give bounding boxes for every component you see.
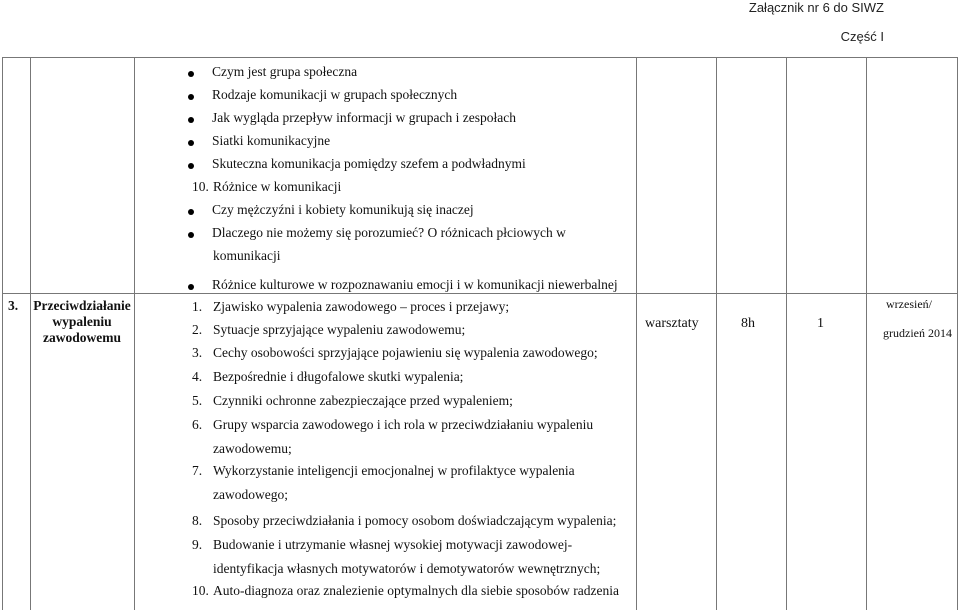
attachment-label: Załącznik nr 6 do SIWZ — [748, 0, 884, 15]
row-divider — [2, 293, 958, 294]
bullet-icon — [188, 140, 194, 146]
bullet-icon — [188, 232, 194, 238]
col-divider-2 — [134, 57, 135, 610]
bullet-icon — [188, 284, 194, 290]
item-text: Auto-diagnoza oraz znalezienie optymalnych dla siebie sposobów radzenia — [213, 583, 619, 598]
item-number: 1. — [192, 299, 203, 314]
item-text: Czynniki ochronne zabezpieczające przed wypaleniem; — [213, 393, 513, 408]
item-text: Różnice w komunikacji — [213, 179, 342, 194]
list-item-text: Dlaczego nie możemy się porozumieć? O różnicach płciowych w — [212, 225, 566, 240]
col-divider-6 — [866, 57, 867, 610]
list-item-continuation: komunikacji — [213, 248, 281, 263]
bullet-icon — [188, 163, 194, 169]
item-number: 7. — [192, 463, 203, 478]
table-border-left — [2, 57, 3, 610]
list-item-text: Skuteczna komunikacja pomiędzy szefem a podwładnymi — [212, 156, 526, 171]
bullet-icon — [188, 209, 194, 215]
item-text: Zjawisko wypalenia zawodowego – proces i przejawy; — [213, 299, 510, 314]
item-text: Budowanie i utrzymanie własnej wysokiej motywacji zawodowej- — [213, 537, 573, 552]
item-number: 10. — [192, 583, 209, 598]
table-border-right — [957, 57, 958, 610]
item-number: 5. — [192, 393, 203, 408]
section-number: 3. — [8, 298, 19, 313]
section-title-line: zawodowemu — [43, 330, 121, 345]
item-text: Cechy osobowości sprzyjające pojawieniu się wypalenia zawodowego; — [213, 345, 598, 360]
list-item-text: Rodzaje komunikacji w grupach społecznych — [212, 87, 458, 102]
section-title-line: wypaleniu — [52, 314, 112, 329]
section-title — [30, 298, 134, 346]
list-item-text: Czy mężczyźni i kobiety komunikują się inaczej — [212, 202, 474, 217]
bullet-icon — [188, 71, 194, 77]
form-cell: warsztaty — [645, 316, 699, 331]
col-divider-3 — [636, 57, 637, 610]
col-divider-5 — [786, 57, 787, 610]
item-text: Grupy wsparcia zawodowego i ich rola w przeciwdziałaniu wypaleniu — [213, 417, 594, 432]
item-number: 10. — [192, 179, 209, 194]
part-label: Część I — [840, 29, 884, 44]
item-continuation: identyfikacja własnych motywatorów i demotywatorów wewnętrznych; — [213, 561, 601, 576]
item-text: Sposoby przeciwdziałania i pomocy osobom doświadczającym wypalenia; — [213, 513, 617, 528]
list-item-text: Jak wygląda przepływ informacji w grupach i zespołach — [212, 110, 517, 125]
count-cell: 1 — [817, 316, 824, 331]
date-cell-line1: wrzesień/ — [886, 297, 932, 311]
list-item-text: Czym jest grupa społeczna — [212, 64, 358, 79]
section-title-line: Przeciwdziałanie — [33, 298, 131, 313]
item-number: 8. — [192, 513, 203, 528]
item-text: Wykorzystanie inteligencji emocjonalnej w profilaktyce wypalenia — [213, 463, 575, 478]
bullet-icon — [188, 94, 194, 100]
item-continuation: zawodowemu; — [213, 441, 292, 456]
hours-cell: 8h — [741, 316, 755, 331]
item-continuation: zawodowego; — [213, 487, 288, 502]
date-cell-line2: grudzień 2014 — [883, 326, 952, 340]
item-number: 4. — [192, 369, 203, 384]
item-number: 9. — [192, 537, 203, 552]
item-text: Sytuacje sprzyjające wypaleniu zawodowemu; — [213, 322, 466, 337]
item-number: 6. — [192, 417, 203, 432]
table-border-top — [2, 57, 958, 58]
col-divider-4 — [716, 57, 717, 610]
item-number: 3. — [192, 345, 203, 360]
item-text: Bezpośrednie i długofalowe skutki wypalenia; — [213, 369, 464, 384]
bullet-icon — [188, 117, 194, 123]
list-item-text: Siatki komunikacyjne — [212, 133, 331, 148]
list-item-text: Różnice kulturowe w rozpoznawaniu emocji i w komunikacji niewerbalnej — [212, 277, 618, 292]
item-number: 2. — [192, 322, 203, 337]
